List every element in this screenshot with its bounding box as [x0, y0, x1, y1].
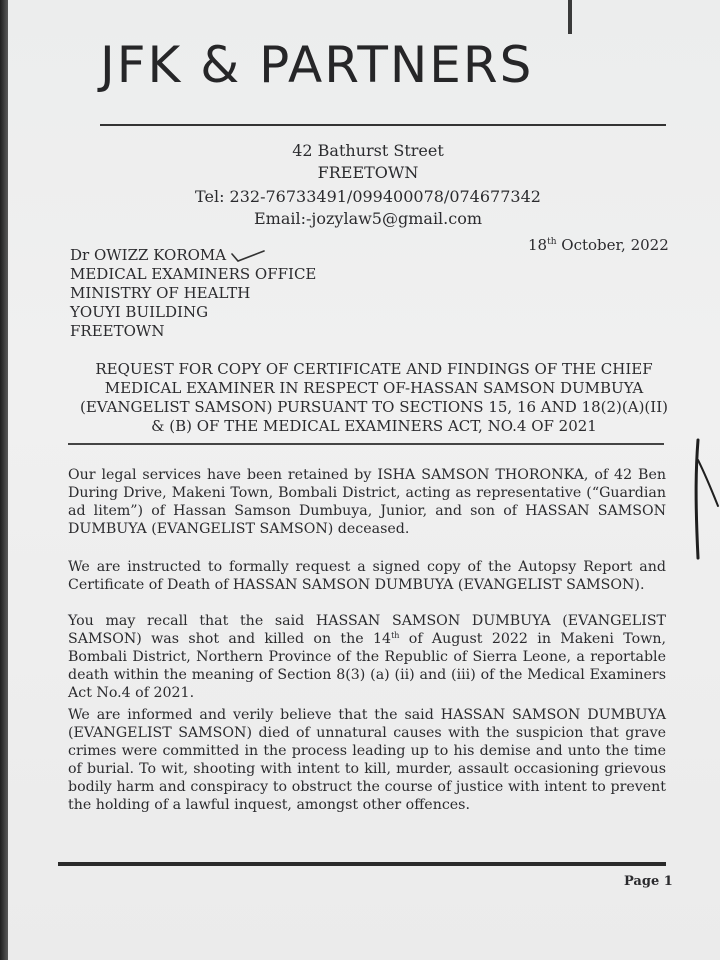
subject-line: & (B) OF THE MEDICAL EXAMINERS ACT, NO.4 OF 2021	[151, 417, 597, 435]
address-city: FREETOWN	[317, 163, 419, 182]
subject-divider	[68, 443, 664, 445]
recipient-ministry: MINISTRY OF HEALTH	[70, 284, 251, 302]
subject-line: MEDICAL EXAMINER IN RESPECT OF-HASSAN SAMSON DUMBUYA	[104, 379, 644, 397]
page-number: Page 1	[624, 874, 673, 889]
address-street: 42 Bathurst Street	[292, 141, 444, 160]
letter-page	[8, 0, 720, 960]
email: Email:-jozylaw5@gmail.com	[253, 209, 483, 228]
body-paragraph-3: You may recall that the said HASSAN SAMSON DUMBUYA (EVANGELIST SAMSON) was shot and killed on the 14th of August 2022 in Makeni Town, Bombali District, Northern Province of the Republic of Sierra Leone, a reportable death within the meaning of Section 8(3) (a) (ii) and (iii) of the Medical Examiners Act No.4 of 2021.	[68, 613, 666, 701]
body-paragraph-1: Our legal services have been retained by ISHA SAMSON THORONKA, of 42 Ben During Drive, Makeni Town, Bombali District, acting as representative (“Guardian ad litem”) of Hassan Samson Dumbuya, Junior, and son of HASSAN SAMSON DUMBUYA (EVANGELIST SAMSON) deceased.	[68, 467, 666, 537]
body-paragraph-4: We are informed and verily believe that the said HASSAN SAMSON DUMBUYA (EVANGELIST SAMSON) died of unnatural causes with the suspicion that grave crimes were committed in the process leading up to his demise and unto the time of burial. To wit, shooting with intent to kill, murder, assault occasioning grievous bodily harm and conspiracy to obstruct the course of justice with intent to prevent the holding of a lawful inquest, amongst other offences.	[68, 707, 666, 813]
recipient-name-line	[70, 246, 316, 265]
subject-line: REQUEST FOR COPY OF CERTIFICATE AND FINDINGS OF THE CHIEF	[95, 360, 653, 378]
recipient-building: YOUYI BUILDING	[70, 303, 209, 321]
letter-date: 18th October, 2022	[528, 236, 669, 254]
body-paragraph-2: We are instructed to formally request a signed copy of the Autopsy Report and Certificate of Death of HASSAN SAMSON DUMBUYA (EVANGELIST SAMSON).	[68, 559, 666, 593]
photo-edge-shadow	[0, 0, 8, 960]
letterhead-divider	[100, 124, 666, 126]
recipient-block	[70, 246, 316, 341]
telephone: Tel: 232-76733491/099400078/074677342	[195, 187, 541, 206]
recipient-city: FREETOWN	[70, 322, 165, 340]
footer-divider	[58, 862, 666, 866]
binding-mark	[568, 0, 572, 34]
subject-line: (EVANGELIST SAMSON) PURSUANT TO SECTIONS 15, 16 AND 18(2)(A)(II)	[79, 398, 668, 416]
checkmark-icon	[230, 249, 266, 263]
subject-heading	[74, 360, 674, 436]
recipient-office: MEDICAL EXAMINERS OFFICE	[70, 265, 317, 283]
handwritten-mark-icon	[692, 436, 720, 566]
recipient-name: Dr OWIZZ KOROMA	[70, 246, 227, 264]
firm-name: JFK & PARTNERS	[100, 36, 534, 94]
